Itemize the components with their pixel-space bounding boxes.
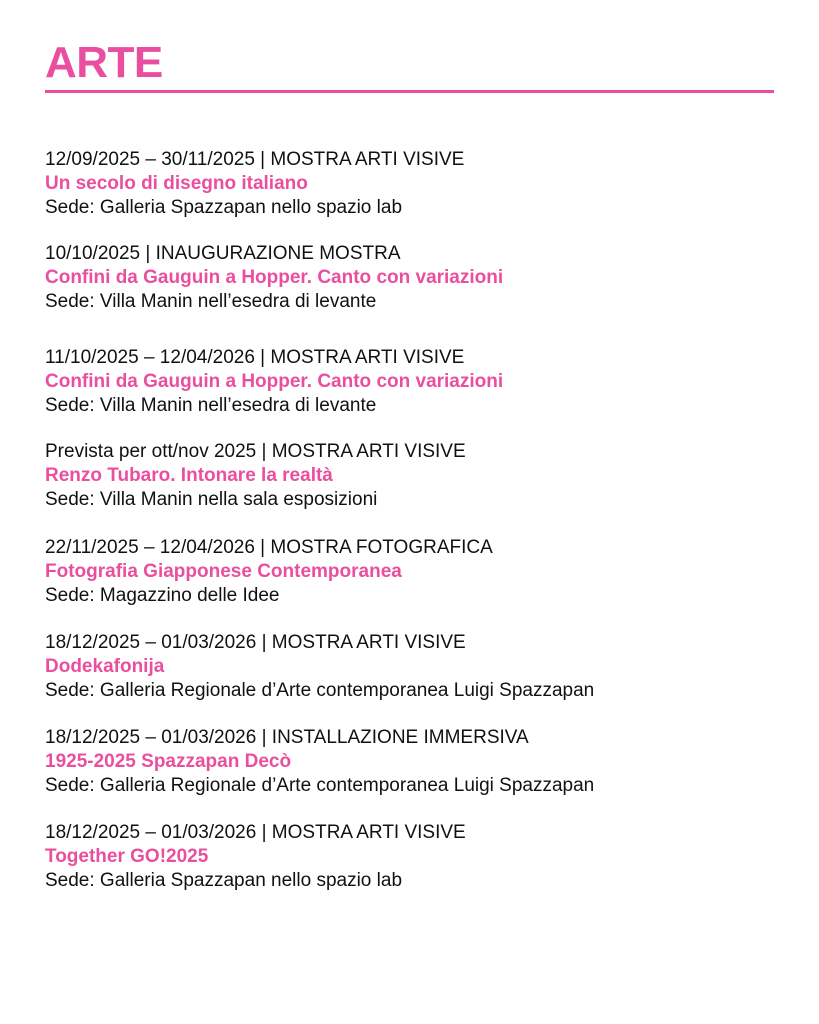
event-venue: Sede: Galleria Regionale d’Arte contemporanea Luigi Spazzapan <box>45 680 595 701</box>
event-date-category: 18/12/2025 – 01/03/2026 | MOSTRA ARTI VISIVE <box>45 822 466 843</box>
event-venue: Sede: Galleria Spazzapan nello spazio lab <box>45 870 403 891</box>
event-item <box>45 346 785 418</box>
event-title: Fotografia Giapponese Contemporanea <box>45 561 402 582</box>
event-item <box>45 821 785 893</box>
event-venue: Sede: Villa Manin nell’esedra di levante <box>45 395 377 416</box>
event-item <box>45 148 785 220</box>
event-title: Confini da Gauguin a Hopper. Canto con variazioni <box>45 371 504 392</box>
event-venue: Sede: Magazzino delle Idee <box>45 585 280 606</box>
event-date-category: 10/10/2025 | INAUGURAZIONE MOSTRA <box>45 243 401 264</box>
event-venue: Sede: Galleria Spazzapan nello spazio lab <box>45 197 403 218</box>
event-item <box>45 440 785 512</box>
event-venue: Sede: Villa Manin nell’esedra di levante <box>45 291 377 312</box>
event-date-category: 22/11/2025 – 12/04/2026 | MOSTRA FOTOGRAFICA <box>45 537 493 558</box>
event-item <box>45 631 785 703</box>
event-date-category: 12/09/2025 – 30/11/2025 | MOSTRA ARTI VISIVE <box>45 149 465 170</box>
title-divider <box>45 90 774 93</box>
event-date-category: 18/12/2025 – 01/03/2026 | MOSTRA ARTI VISIVE <box>45 632 466 653</box>
event-item <box>45 242 785 314</box>
event-venue: Sede: Villa Manin nella sala esposizioni <box>45 489 378 510</box>
event-title: Dodekafonija <box>45 656 165 677</box>
events-list <box>45 148 785 893</box>
page-title: ARTE <box>45 38 163 87</box>
event-date-category: 11/10/2025 – 12/04/2026 | MOSTRA ARTI VISIVE <box>45 347 465 368</box>
event-date-category: 18/12/2025 – 01/03/2026 | INSTALLAZIONE IMMERSIVA <box>45 727 529 748</box>
event-item <box>45 726 785 798</box>
event-title: Together GO!2025 <box>45 846 209 867</box>
event-title: 1925-2025 Spazzapan Decò <box>45 751 292 772</box>
event-date-category: Prevista per ott/nov 2025 | MOSTRA ARTI VISIVE <box>45 441 466 462</box>
event-title: Renzo Tubaro. Intonare la realtà <box>45 465 333 486</box>
event-item <box>45 536 785 608</box>
event-venue: Sede: Galleria Regionale d’Arte contemporanea Luigi Spazzapan <box>45 775 595 796</box>
event-title: Confini da Gauguin a Hopper. Canto con variazioni <box>45 267 504 288</box>
event-title: Un secolo di disegno italiano <box>45 173 308 194</box>
